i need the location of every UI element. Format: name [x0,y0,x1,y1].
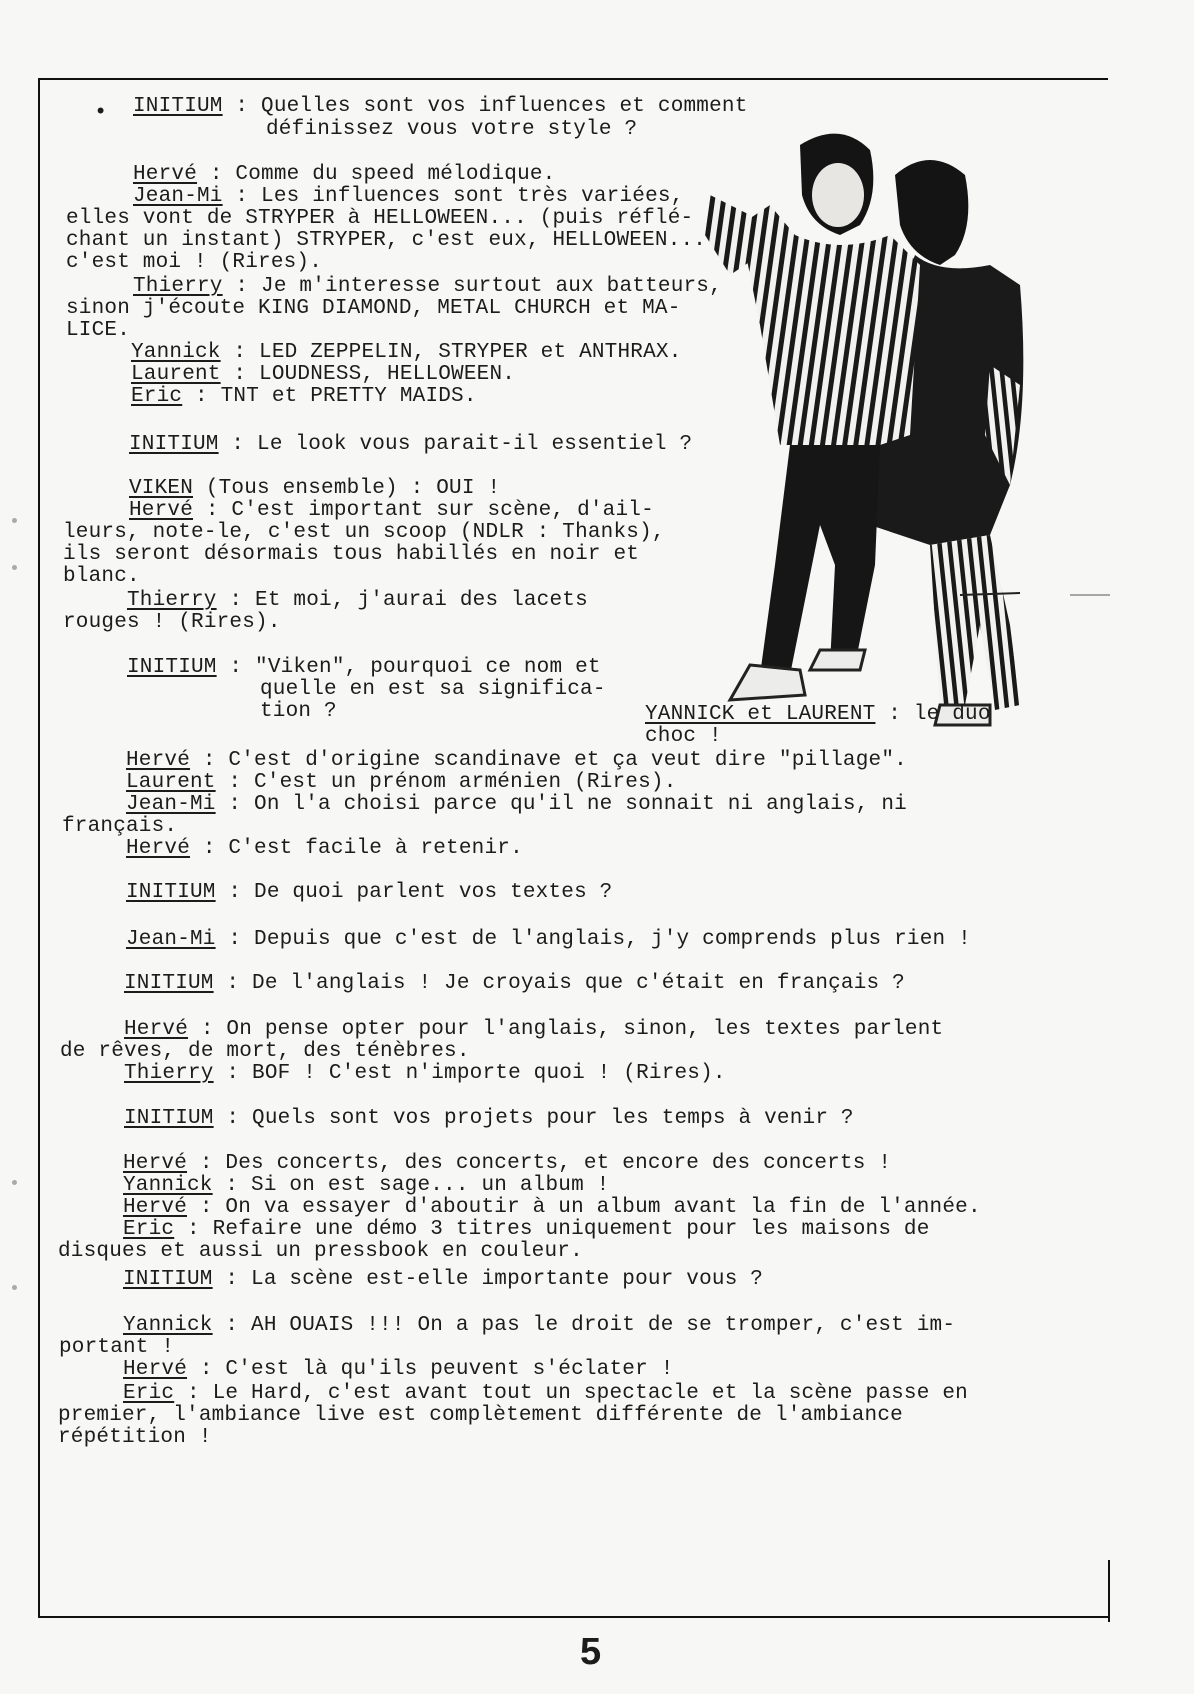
speaker-name: INITIUM [129,433,219,456]
transcript-line [58,1404,903,1428]
speaker-name: Laurent [131,363,221,386]
transcript-line [131,385,477,409]
speaker-name: Yannick [131,341,221,364]
line-text: chant un instant) STRYPER, c'est eux, HELLOWEEN... [66,229,707,252]
transcript-line [59,1336,174,1360]
line-text: : De quoi parlent vos textes ? [215,881,613,904]
speaker-name: Yannick [123,1314,213,1337]
transcript-line [127,589,588,613]
speaker-name: Jean-Mi [126,928,216,951]
line-text: elles vont de STRYPER à HELLOWEEN... (puis réflé- [66,207,694,230]
speaker-name: Thierry [133,275,223,298]
line-text: : C'est là qu'ils peuvent s'éclater ! [187,1358,674,1381]
transcript-line [131,341,682,365]
speaker-name: Jean-Mi [126,793,216,816]
transcript-line [129,499,654,523]
line-text: : Quelles sont vos influences et comment [222,95,748,118]
transcript-line [123,1382,968,1406]
line-text: (Tous ensemble) : OUI ! [193,477,501,500]
line-text: : C'est facile à retenir. [190,837,523,860]
transcript-line [62,815,177,839]
line-text: : C'est important sur scène, d'ail- [193,499,654,522]
speaker-name: Yannick [123,1174,213,1197]
speaker-name: Hervé [129,499,194,522]
speaker-name: Hervé [133,163,198,186]
speaker-name: Hervé [126,749,191,772]
page-number: 5 [580,1631,602,1673]
transcript-line [260,678,606,702]
speaker-name: Laurent [126,771,216,794]
punch-mark [12,1180,17,1185]
transcript-line [58,1240,583,1264]
transcript-line [123,1268,763,1292]
transcript-line [127,656,601,680]
line-text: : De l'anglais ! Je croyais que c'était en français ? [213,972,905,995]
line-text: sinon j'écoute KING DIAMOND, METAL CHURCH et MA- [66,297,681,320]
line-text: disques et aussi un pressbook en couleur. [58,1240,583,1263]
punch-mark [12,518,17,523]
transcript-line [124,1062,726,1086]
transcript-line [66,229,706,253]
transcript-line [123,1196,981,1220]
transcript-line [124,1107,854,1131]
transcript-line [63,611,281,635]
transcript-line [133,163,555,187]
line-text: : LOUDNESS, HELLOWEEN. [220,363,516,386]
line-text: : Des concerts, des concerts, et encore des concerts ! [187,1152,892,1175]
line-text: : La scène est-elle importante pour vous ? [212,1268,764,1291]
speaker-name: INITIUM [133,95,223,118]
speaker-name: Hervé [126,837,191,860]
speaker-name: INITIUM [123,1268,213,1291]
line-text: définissez vous votre style ? [266,118,638,141]
transcript-line [60,1040,470,1064]
transcript-line [123,1152,891,1176]
transcript-line [126,881,613,905]
frame-right-rule [1108,1560,1110,1622]
speaker-name: Hervé [123,1196,188,1219]
transcript-line [124,972,905,996]
line-text: : TNT et PRETTY MAIDS. [182,385,477,408]
transcript-line [123,1358,674,1382]
transcript-line [131,363,515,387]
speaker-name: INITIUM [127,656,217,679]
speaker-name: Hervé [123,1358,188,1381]
line-text: ils seront désormais tous habillés en noir et [63,543,640,566]
speaker-name: Eric [131,385,183,408]
line-text: c'est moi ! (Rires). [66,251,323,274]
photo-caption-cont: choc ! [645,725,722,748]
transcript-line [129,433,692,457]
speaker-name: Eric [123,1382,175,1405]
line-text: : Le look vous parait-il essentiel ? [218,433,693,456]
transcript-line [63,565,140,589]
transcript-line [66,297,681,321]
transcript-line [123,1314,955,1338]
transcript-line [260,700,337,724]
transcript-line [63,543,639,567]
transcript-line [126,837,523,861]
line-text: : Si on est sage... un album ! [212,1174,610,1197]
transcript-line [66,207,693,231]
bullet-mark: • [94,100,108,125]
transcript-line [126,793,907,817]
frame-left-rule [38,78,40,1616]
transcript-line [124,1018,943,1042]
punch-mark [12,565,17,570]
transcript-line [126,928,971,952]
transcript-line [123,1218,930,1242]
line-text: : Le Hard, c'est avant tout un spectacle et la scène passe en [174,1382,968,1405]
line-text: : Et moi, j'aurai des lacets [216,589,588,612]
line-text: : On va essayer d'aboutir à un album avant la fin de l'année. [187,1196,981,1219]
line-text: : Quels sont vos projets pour les temps à venir ? [213,1107,854,1130]
band-photo [690,105,1115,753]
speaker-name: INITIUM [124,972,214,995]
line-text: blanc. [63,565,140,588]
line-text: : C'est un prénom arménien (Rires). [215,771,677,794]
transcript-line [133,185,684,209]
photo-caption [645,703,991,727]
transcript-line [66,251,322,275]
punch-mark [12,1285,17,1290]
transcript-line [66,319,130,343]
line-text: : Comme du speed mélodique. [197,163,556,186]
line-text: portant ! [59,1336,175,1359]
line-text: de rêves, de mort, des ténèbres. [60,1040,470,1063]
line-text: : Depuis que c'est de l'anglais, j'y comprends plus rien ! [215,928,971,951]
line-text: quelle en est sa significa- [260,678,606,701]
speaker-name: Hervé [124,1018,189,1041]
speaker-name: Eric [123,1218,175,1241]
line-text: : AH OUAIS !!! On a pas le droit de se tromper, c'est im- [212,1314,956,1337]
line-text: : C'est d'origine scandinave et ça veut dire "pillage". [190,749,907,772]
speaker-name: INITIUM [126,881,216,904]
line-text: : On l'a choisi parce qu'il ne sonnait ni anglais, ni [215,793,907,816]
line-text: : BOF ! C'est n'importe quoi ! (Rires). [213,1062,726,1085]
speaker-name: Thierry [127,589,217,612]
speaker-name: INITIUM [124,1107,214,1130]
line-text: LICE. [66,319,131,342]
line-text: français. [62,815,178,838]
speaker-name: Hervé [123,1152,188,1175]
transcript-line [266,118,637,142]
line-text: tion ? [260,700,337,723]
speaker-name: Jean-Mi [133,185,223,208]
line-text: leurs, note-le, c'est un scoop (NDLR : Thanks), [63,521,665,544]
line-text: : "Viken", pourquoi ce nom et [216,656,601,679]
line-text: premier, l'ambiance live est complètement différente de l'ambiance [58,1404,903,1427]
line-text: : LED ZEPPELIN, STRYPER et ANTHRAX. [220,341,682,364]
transcript-line [126,771,677,795]
line-text: : On pense opter pour l'anglais, sinon, les textes parlent [188,1018,944,1041]
line-text: : Refaire une démo 3 titres uniquement pour les maisons de [174,1218,930,1241]
transcript-line [63,521,665,545]
line-text: : Les influences sont très variées, [222,185,684,208]
caption-names: YANNICK et LAURENT [645,703,876,726]
caption-text: : le duo [875,703,991,726]
transcript-line [133,95,748,119]
frame-bottom-rule [38,1616,1110,1618]
speaker-name: VIKEN [129,477,194,500]
line-text: : Je m'interesse surtout aux batteurs, [222,275,722,298]
transcript-line [123,1174,610,1198]
transcript-line [133,275,722,299]
line-text: répétition ! [58,1426,212,1449]
transcript-line [129,477,500,501]
transcript-line [58,1426,212,1450]
speaker-name: Thierry [124,1062,214,1085]
frame-top-rule [38,78,1108,80]
transcript-line [126,749,907,773]
line-text: rouges ! (Rires). [63,611,281,634]
